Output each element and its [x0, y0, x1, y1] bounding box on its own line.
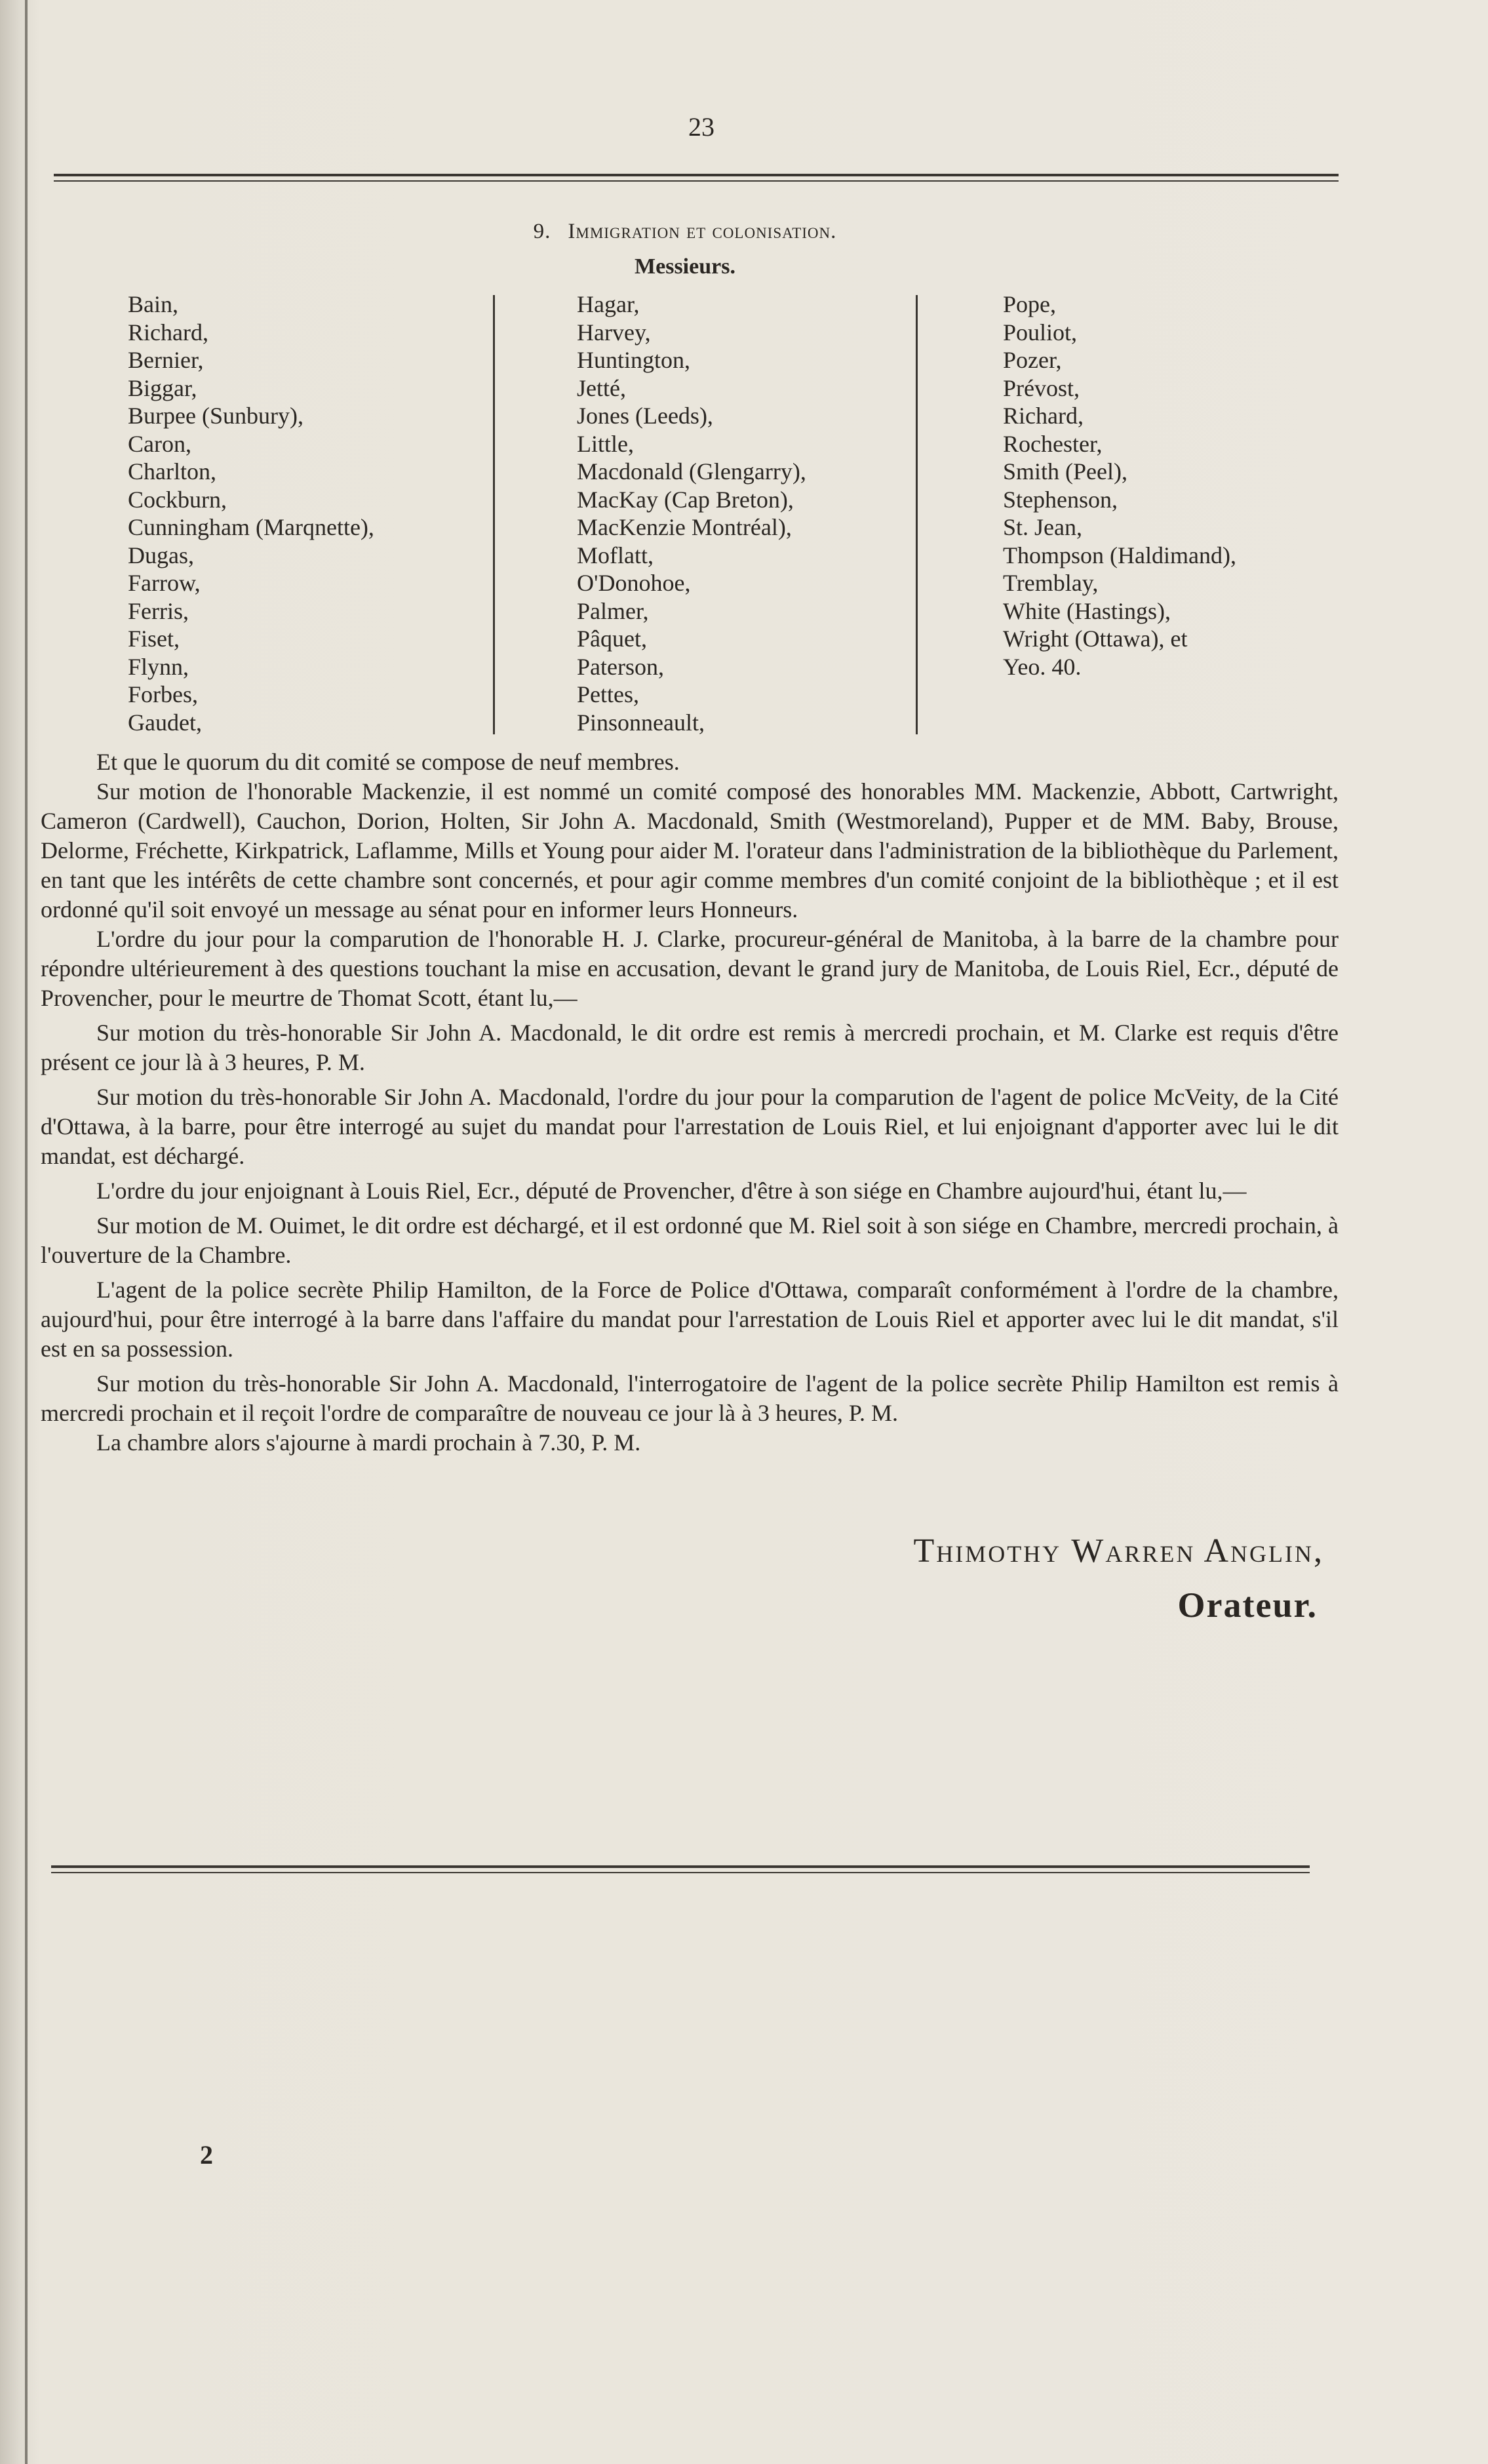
member-name: Bernier, — [128, 347, 204, 373]
member-name: Macdonald (Glengarry), — [577, 458, 806, 485]
member-name: Moflatt, — [577, 542, 654, 568]
member-name: White (Hastings), — [1003, 597, 1171, 624]
member-name: Burpee (Sunbury), — [128, 403, 303, 429]
member-name: Smith (Peel), — [1003, 458, 1127, 485]
proceedings-text — [41, 747, 1339, 1463]
member-name: Little, — [577, 430, 634, 457]
member-name: Huntington, — [577, 347, 691, 373]
binding-edge — [25, 0, 28, 2464]
member-name: Prévost, — [1003, 374, 1080, 401]
page-number: 23 — [688, 112, 715, 142]
member-name: Forbes, — [128, 681, 198, 707]
member-name: Palmer, — [577, 597, 649, 624]
paragraph: Sur motion de l'honorable Mackenzie, il est nommé un comité composé des honorables MM. Mackenzie, Abbott, Cartwright, Cameron (Cardwell), Cauchon, Dorion, Holten, Sir John A. Macdonald, Smith (Westmoreland), Pupper et de MM. Baby, Brouse, Delorme, Fréchette, Kirkpatrick, Laflamme, Mills et Young pour aider M. l'orateur dans l'administration de la bibliothèque du Parlement, en tant que les intérêts de cette chambre sont concernés, et pour agir comme membres d'un comité conjoint de la bibliothèque ; et il est ordonné qu'il soit envoyé un message au sénat pour en informer leurs Honneurs. — [41, 778, 1339, 923]
member-name: Wright (Ottawa), et — [1003, 626, 1188, 652]
member-name: Richard, — [1003, 403, 1084, 429]
signatory-title: Orateur. — [1177, 1585, 1318, 1625]
member-name: Richard, — [128, 319, 208, 346]
member-name: Stephenson, — [1003, 486, 1118, 513]
member-name: Pâquet, — [577, 626, 647, 652]
member-name: O'Donohoe, — [577, 570, 691, 596]
member-name: Ferris, — [128, 597, 189, 624]
signatory-name: Thimothy Warren Anglin, — [913, 1532, 1324, 1570]
members-column-3 — [1003, 290, 1236, 681]
paragraph: L'ordre du jour pour la comparution de l'honorable H. J. Clarke, procureur-général de Manitoba, à la barre de la chambre pour répondre ultérieurement à des questions touchant la mise en accusation, devant le grand jury de Manitoba, de Louis Riel, Ecr., député de Provencher, pour le meurtre de Thomat Scott, étant lu,— — [41, 926, 1339, 1011]
member-name: Jetté, — [577, 374, 626, 401]
member-name: Jones (Leeds), — [577, 403, 713, 429]
member-name: Pozer, — [1003, 347, 1062, 373]
member-name: Pouliot, — [1003, 319, 1078, 346]
section-title — [0, 220, 1370, 244]
members-column-1 — [128, 290, 374, 736]
paragraph: Sur motion du très-honorable Sir John A. Macdonald, l'interrogatoire de l'agent de la police secrète Philip Hamilton est remis à mercredi prochain et il reçoit l'ordre de comparaître de nouveau ce jour là à 3 heures, P. M. — [41, 1370, 1339, 1426]
member-name: Farrow, — [128, 570, 201, 596]
member-name: Fiset, — [128, 626, 180, 652]
section-number: 9. — [533, 220, 551, 243]
member-name: Hagar, — [577, 291, 640, 317]
member-name: Charlton, — [128, 458, 216, 485]
member-name: Rochester, — [1003, 430, 1103, 457]
member-name: Pinsonneault, — [577, 709, 705, 736]
member-name: Paterson, — [577, 653, 664, 680]
members-column-2 — [577, 290, 806, 736]
paragraph: Sur motion du très-honorable Sir John A. Macdonald, l'ordre du jour pour la comparution de l'agent de police McVeity, de la Cité d'Ottawa, à la barre, pour être interrogé au sujet du mandat pour l'arrestation de Louis Riel, et lui enjoignant d'apporter avec lui le dit mandat, est déchargé. — [41, 1084, 1339, 1169]
member-name: Biggar, — [128, 374, 197, 401]
paragraph: Et que le quorum du dit comité se compose de neuf membres. — [96, 749, 680, 775]
member-name: Thompson (Haldimand), — [1003, 542, 1236, 568]
paragraph: L'agent de la police secrète Philip Hamilton, de la Force de Police d'Ottawa, comparaît conformément à l'ordre de la chambre, aujourd'hui, pour être interrogé à la barre dans l'affaire du mandat pour l'arrestation de Louis Riel et apporter avec lui le dit mandat, s'il est en sa possession. — [41, 1277, 1339, 1362]
messieurs-heading: Messieurs. — [635, 254, 735, 279]
member-name: Bain, — [128, 291, 178, 317]
column-divider — [493, 295, 495, 734]
member-name: St. Jean, — [1003, 514, 1082, 540]
member-name: Harvey, — [577, 319, 651, 346]
signature-mark: 2 — [200, 2140, 213, 2170]
member-name: MacKenzie Montréal), — [577, 514, 792, 540]
header-rule — [54, 174, 1339, 182]
paragraph: La chambre alors s'ajourne à mardi prochain à 7.30, P. M. — [96, 1429, 641, 1456]
member-name: Caron, — [128, 430, 191, 457]
member-name: Cunningham (Marqnette), — [128, 514, 374, 540]
member-name: Pope, — [1003, 291, 1056, 317]
section-heading: Immigration et colonisation. — [568, 220, 837, 243]
paragraph: Sur motion du très-honorable Sir John A. Macdonald, le dit ordre est remis à mercredi prochain, et M. Clarke est requis d'être présent ce jour là à 3 heures, P. M. — [41, 1020, 1339, 1075]
member-name: Yeo. 40. — [1003, 653, 1082, 680]
paragraph: Sur motion de M. Ouimet, le dit ordre est déchargé, et il est ordonné que M. Riel soit à son siége en Chambre, mercredi prochain, à l'ouverture de la Chambre. — [41, 1212, 1339, 1268]
column-divider — [916, 295, 918, 734]
member-name: Tremblay, — [1003, 570, 1099, 596]
member-name: Pettes, — [577, 681, 639, 707]
member-name: Flynn, — [128, 653, 189, 680]
footer-rule — [51, 1865, 1310, 1873]
member-name: MacKay (Cap Breton), — [577, 486, 794, 513]
signature-block — [913, 1524, 1324, 1632]
member-name: Dugas, — [128, 542, 194, 568]
member-name: Cockburn, — [128, 486, 227, 513]
member-name: Gaudet, — [128, 709, 202, 736]
paragraph: L'ordre du jour enjoignant à Louis Riel, Ecr., député de Provencher, d'être à son siége en Chambre aujourd'hui, étant lu,— — [96, 1178, 1247, 1204]
